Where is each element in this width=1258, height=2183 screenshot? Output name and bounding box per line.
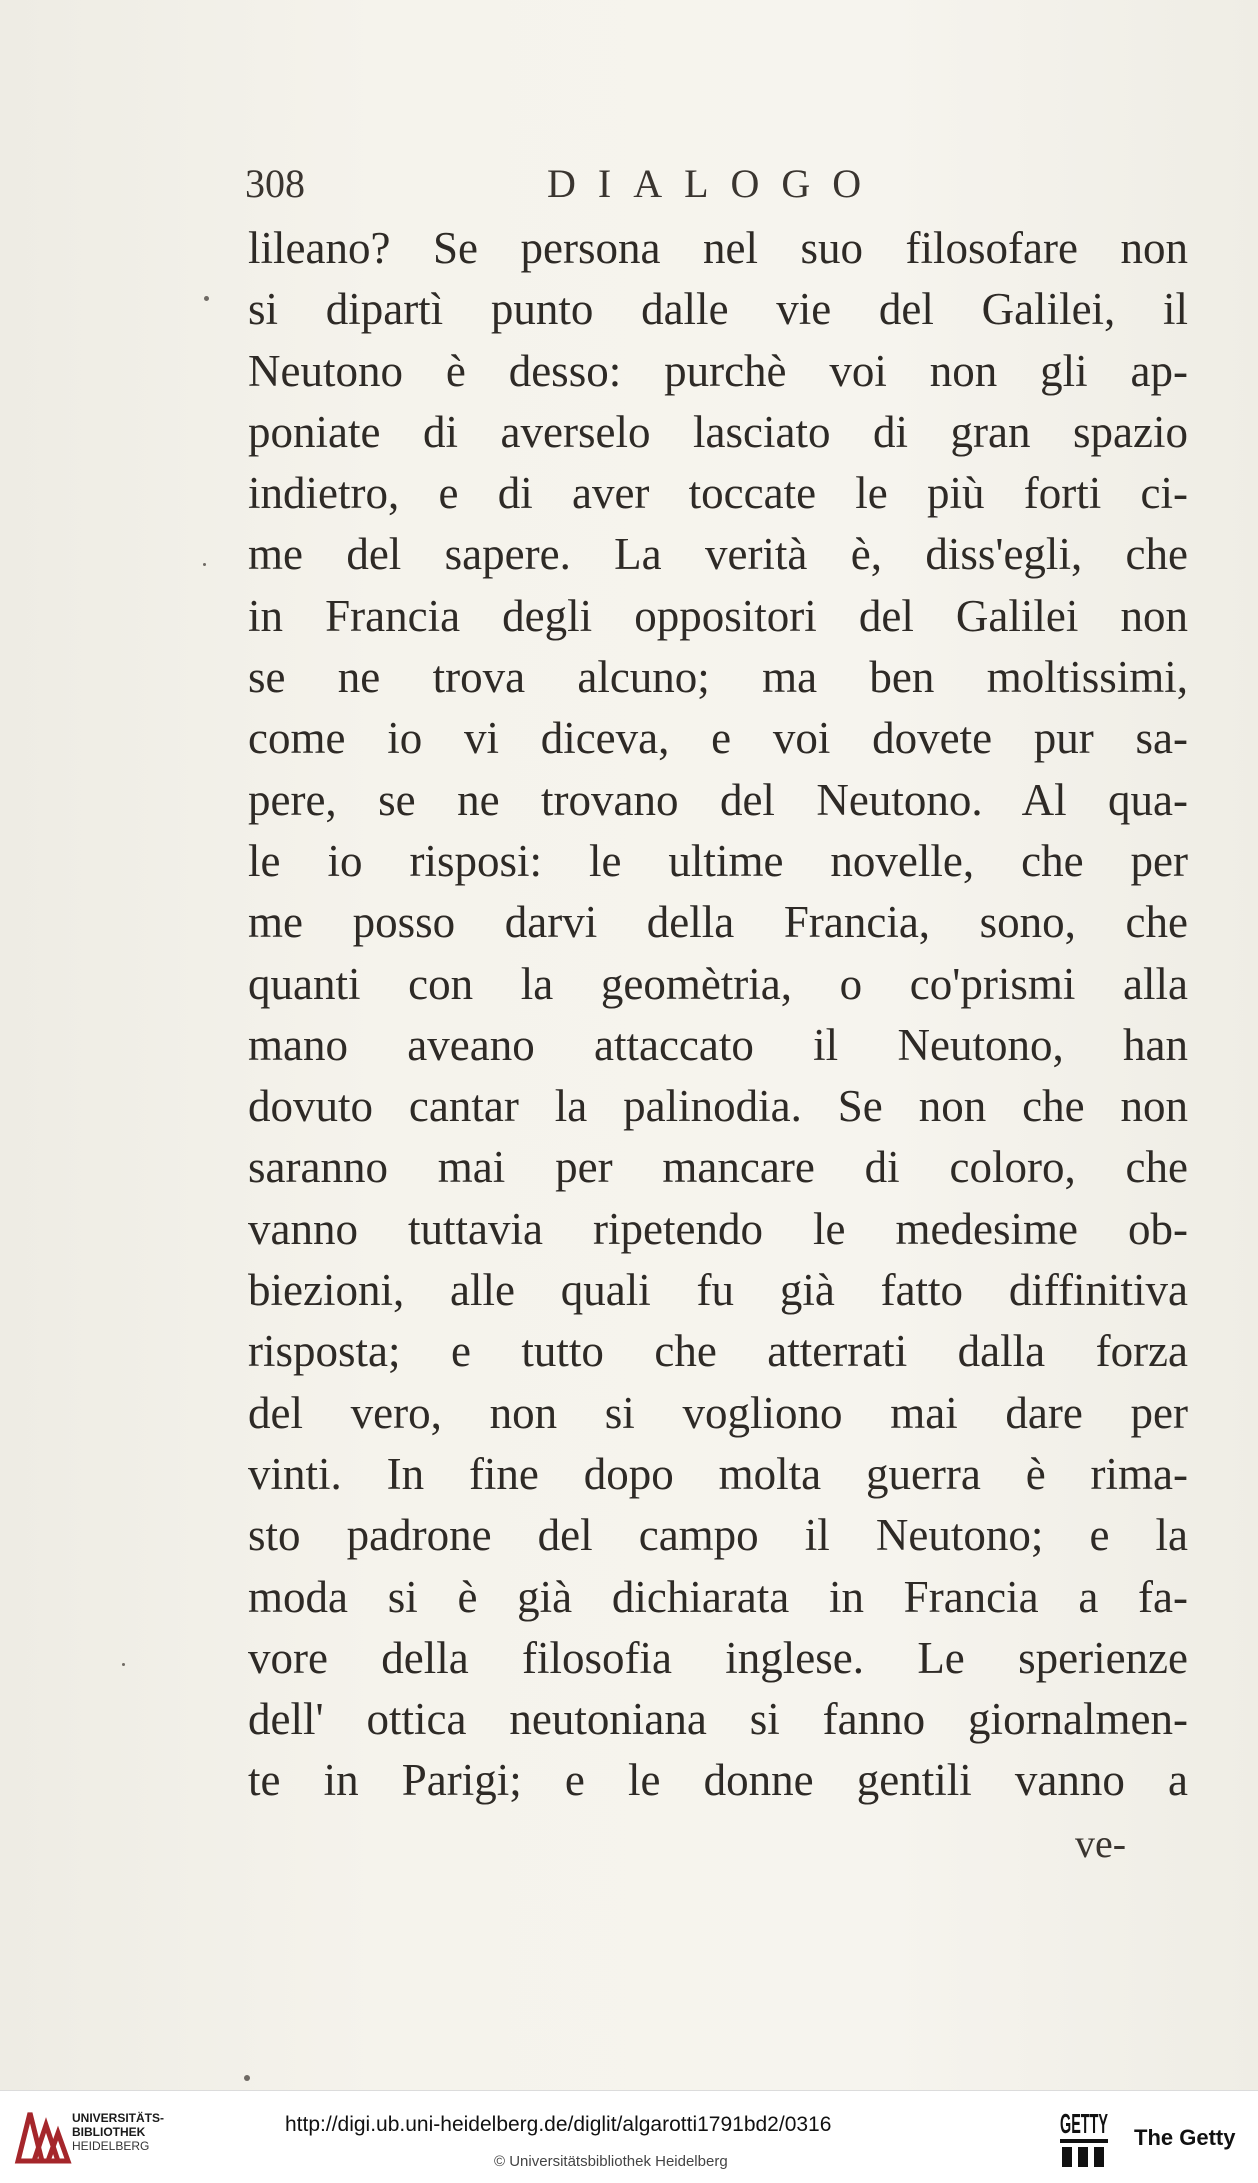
text-line: te in Parigi; e le donne gentili vanno a bbox=[248, 1755, 1188, 1806]
ink-speck bbox=[204, 296, 209, 301]
text-line: Neutono è desso: purchè voi non gli ap- bbox=[248, 345, 1188, 396]
library-name-line: BIBLIOTHEK bbox=[72, 2125, 146, 2139]
text-line: del vero, non si vogliono mai dare per bbox=[248, 1387, 1188, 1438]
ink-speck bbox=[244, 2075, 250, 2081]
text-line: si dipartì punto dalle vie del Galilei, il bbox=[248, 284, 1188, 335]
university-library-logo-icon bbox=[12, 2105, 72, 2169]
running-head: DIALOGO bbox=[547, 161, 884, 206]
ink-speck bbox=[203, 563, 206, 566]
text-line: dell' ottica neutoniana si fanno giornalmen- bbox=[248, 1694, 1188, 1745]
text-line: mano aveano attaccato il Neutono, han bbox=[248, 1019, 1188, 1070]
text-line: moda si è già dichiarata in Francia a fa- bbox=[248, 1571, 1188, 1622]
text-line: se ne trova alcuno; ma ben moltissimi, bbox=[248, 652, 1188, 703]
text-line: le io risposi: le ultime novelle, che per bbox=[248, 835, 1188, 886]
library-name-line: UNIVERSITÄTS- bbox=[72, 2111, 165, 2125]
text-line: vinti. In fine dopo molta guerra è rima- bbox=[248, 1448, 1188, 1499]
text-line: vanno tuttavia ripetendo le medesime ob- bbox=[248, 1203, 1188, 1254]
partner-name: The Getty bbox=[1134, 2125, 1236, 2150]
getty-mark-letters: GETTY bbox=[1060, 2108, 1109, 2139]
text-line: in Francia degli oppositori del Galilei non bbox=[248, 590, 1188, 641]
text-line: vore della filosofia inglese. Le sperienze bbox=[248, 1632, 1188, 1683]
page-header bbox=[245, 160, 945, 220]
text-line: saranno mai per mancare di coloro, che bbox=[248, 1142, 1188, 1193]
getty-logo-icon bbox=[1058, 2103, 1110, 2169]
permalink-url[interactable]: http://digi.ub.uni-heidelberg.de/diglit/algarotti1791bd2/0316 bbox=[285, 2113, 832, 2136]
text-line: pere, se ne trovano del Neutono. Al qua- bbox=[248, 774, 1188, 825]
text-line: biezioni, alle quali fu già fatto diffinitiva bbox=[248, 1265, 1188, 1316]
text-line: indietro, e di aver toccate le più forti ci- bbox=[248, 468, 1188, 519]
library-name-line: HEIDELBERG bbox=[72, 2139, 150, 2153]
ink-speck bbox=[122, 1663, 125, 1666]
text-line: me del sapere. La verità è, diss'egli, che bbox=[248, 529, 1188, 580]
text-line: come io vi diceva, e voi dovete pur sa- bbox=[248, 713, 1188, 764]
viewer-footer bbox=[0, 2090, 1258, 2183]
text-line: poniate di averselo lasciato di gran spazio bbox=[248, 406, 1188, 457]
text-line: sto padrone del campo il Neutono; e la bbox=[248, 1510, 1188, 1561]
text-line: lileano? Se persona nel suo filosofare non bbox=[248, 223, 1188, 273]
body-text bbox=[248, 218, 1188, 1812]
text-line: me posso darvi della Francia, sono, che bbox=[248, 897, 1188, 948]
text-line: quanti con la geomètria, o co'prismi alla bbox=[248, 958, 1188, 1009]
university-library-name bbox=[72, 2111, 164, 2153]
catchword: ve- bbox=[1075, 1821, 1127, 1866]
page-number: 308 bbox=[245, 161, 305, 206]
text-line: dovuto cantar la palinodia. Se non che non bbox=[248, 1081, 1188, 1132]
text-line: risposta; e tutto che atterrati dalla forza bbox=[248, 1326, 1188, 1377]
copyright-notice: © Universitätsbibliothek Heidelberg bbox=[494, 2153, 728, 2170]
